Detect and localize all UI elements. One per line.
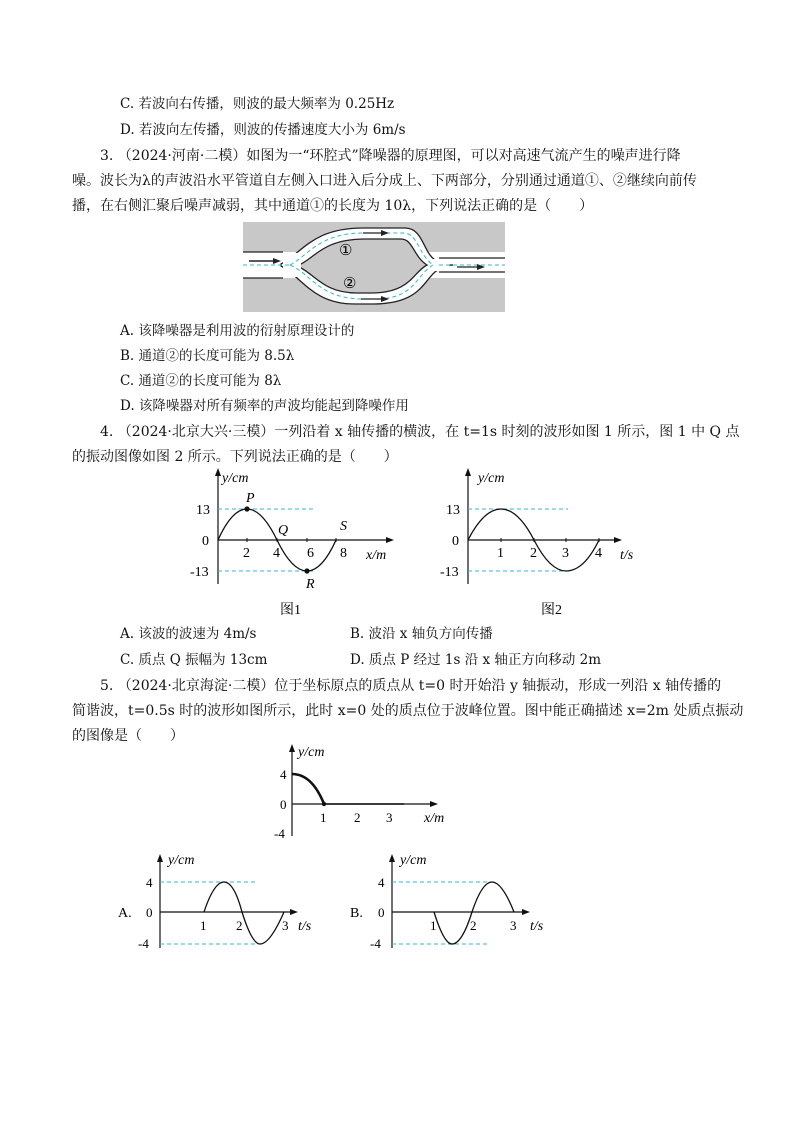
b-ylabel: y/cm (400, 853, 427, 868)
q3-option-b: B. 通道②的长度可能为 8.5λ (120, 348, 295, 364)
fig1-xtick-2: 2 (243, 546, 250, 561)
label-r: R (306, 577, 315, 592)
q3-stem-line1: 3. （2024·河南·二模）如图为一“环腔式”降噪器的原理图，可以对高速气流产生的噪声进行降 (100, 148, 681, 164)
b-xlabel: t/s (530, 919, 544, 934)
fig1-ytick-13: 13 (196, 503, 210, 518)
fig1-ylabel: y/cm (222, 471, 249, 486)
noise-reducer-diagram (243, 222, 505, 312)
fig1-xtick-8: 8 (340, 546, 347, 561)
q4-option-b: B. 波沿 x 轴负方向传播 (350, 626, 493, 642)
q5-stem-line3: 的图像是（ ） (72, 728, 184, 744)
fig2-xtick-2: 2 (530, 546, 537, 561)
label-p: P (246, 491, 255, 506)
fig1-ytick-0: 0 (202, 534, 209, 549)
vibration-curve (204, 882, 284, 944)
q3-option-a: A. 该降噪器是利用波的衍射原理设计的 (120, 323, 355, 339)
a-ytick-0: 0 (146, 905, 153, 920)
q5-option-a-figure (118, 850, 318, 952)
q2-option-d: D. 若波向左传播，则波的传播速度大小为 6m/s (120, 122, 406, 138)
q3-option-c: C. 通道②的长度可能为 8λ (120, 373, 282, 389)
q5-ytick-4: 4 (280, 767, 287, 782)
b-ytick-4: 4 (378, 875, 385, 890)
q4-figure-2 (438, 466, 658, 626)
q5-ytick-neg4: -4 (274, 826, 285, 841)
wave-segment (292, 774, 324, 804)
label-s: S (340, 519, 347, 534)
q3-option-d: D. 该降噪器对所有频率的声波均能起到降噪作用 (120, 398, 409, 414)
b-xtick-3: 3 (510, 918, 517, 933)
a-ylabel: y/cm (168, 853, 195, 868)
fig2-caption: 图2 (541, 603, 562, 618)
point-p (244, 506, 249, 511)
a-xtick-1: 1 (200, 918, 207, 933)
fig1-caption: 图1 (280, 603, 301, 618)
q5-xtick-2: 2 (354, 810, 361, 825)
point-r (304, 568, 309, 573)
fig2-xtick-1: 1 (497, 546, 504, 561)
label-q: Q (278, 523, 289, 538)
q2-option-c: C. 若波向右传播，则波的最大频率为 0.25Hz (120, 96, 395, 112)
b-ytick-neg4: -4 (370, 936, 381, 951)
fig2-xlabel: t/s (620, 548, 634, 563)
q4-stem-line1: 4. （2024·北京大兴·三模）一列沿着 x 轴传播的横波，在 t=1s 时刻的波形如图 1 所示，图 1 中 Q 点 (100, 424, 740, 440)
q3-stem-line3: 播，在右侧汇聚后噪声减弱，其中通道①的长度为 10λ，下列说法正确的是（ ） (72, 198, 594, 214)
b-ytick-0: 0 (378, 905, 385, 920)
q4-option-d: D. 质点 P 经过 1s 沿 x 轴正方向移动 2m (350, 652, 602, 668)
q3-stem-line2: 噪。波长为λ的声波沿水平管道自左侧入口进入后分成上、下两部分，分别通过通道①、②继续向前传 (72, 173, 697, 189)
channel1-label: ① (339, 243, 353, 259)
q5-ylabel: y/cm (298, 745, 325, 760)
q5-wave-figure (274, 740, 464, 846)
q4-figure-1 (190, 466, 410, 626)
fig1-xtick-4: 4 (273, 546, 280, 561)
b-xtick-1: 1 (430, 918, 437, 933)
fig2-ytick-neg13: -13 (440, 565, 459, 580)
q5-option-b-label: B. (350, 906, 363, 921)
fig2-ylabel: y/cm (478, 471, 505, 486)
q4-option-c: C. 质点 Q 振幅为 13cm (120, 652, 268, 668)
vibration-curve (434, 882, 514, 944)
fig1-xlabel: x/m (366, 548, 387, 563)
fig2-ytick-0: 0 (452, 534, 459, 549)
a-xtick-2: 2 (236, 918, 243, 933)
channel2-label: ② (343, 276, 357, 292)
a-xlabel: t/s (298, 919, 312, 934)
q5-option-a-label: A. (118, 906, 132, 921)
q5-option-b-figure (350, 850, 550, 952)
b-xtick-2: 2 (470, 918, 477, 933)
q5-xlabel: x/m (424, 811, 445, 826)
q4-option-a: A. 该波的波速为 4m/s (120, 626, 257, 642)
fig2-xtick-3: 3 (562, 546, 569, 561)
q4-stem-line2: 的振动图像如图 2 所示。下列说法正确的是（ ） (72, 449, 398, 465)
fig2-xtick-4: 4 (595, 546, 602, 561)
fig1-xtick-6: 6 (307, 546, 314, 561)
q5-ytick-0: 0 (280, 797, 287, 812)
q5-xtick-3: 3 (386, 810, 393, 825)
a-xtick-3: 3 (282, 918, 289, 933)
a-ytick-neg4: -4 (138, 936, 149, 951)
q5-stem-line1: 5. （2024·北京海淀·二模）位于坐标原点的质点从 t=0 时开始沿 y 轴振动，形成一列沿 x 轴传播的 (100, 678, 722, 694)
a-ytick-4: 4 (146, 875, 153, 890)
q5-stem-line2: 简谐波，t=0.5s 时的波形如图所示，此时 x=0 处的质点位于波峰位置。图中能正确描述 x=2m 处质点振动 (72, 703, 744, 719)
fig2-ytick-13: 13 (446, 503, 460, 518)
q5-xtick-1: 1 (320, 810, 327, 825)
fig1-ytick-neg13: -13 (190, 565, 209, 580)
